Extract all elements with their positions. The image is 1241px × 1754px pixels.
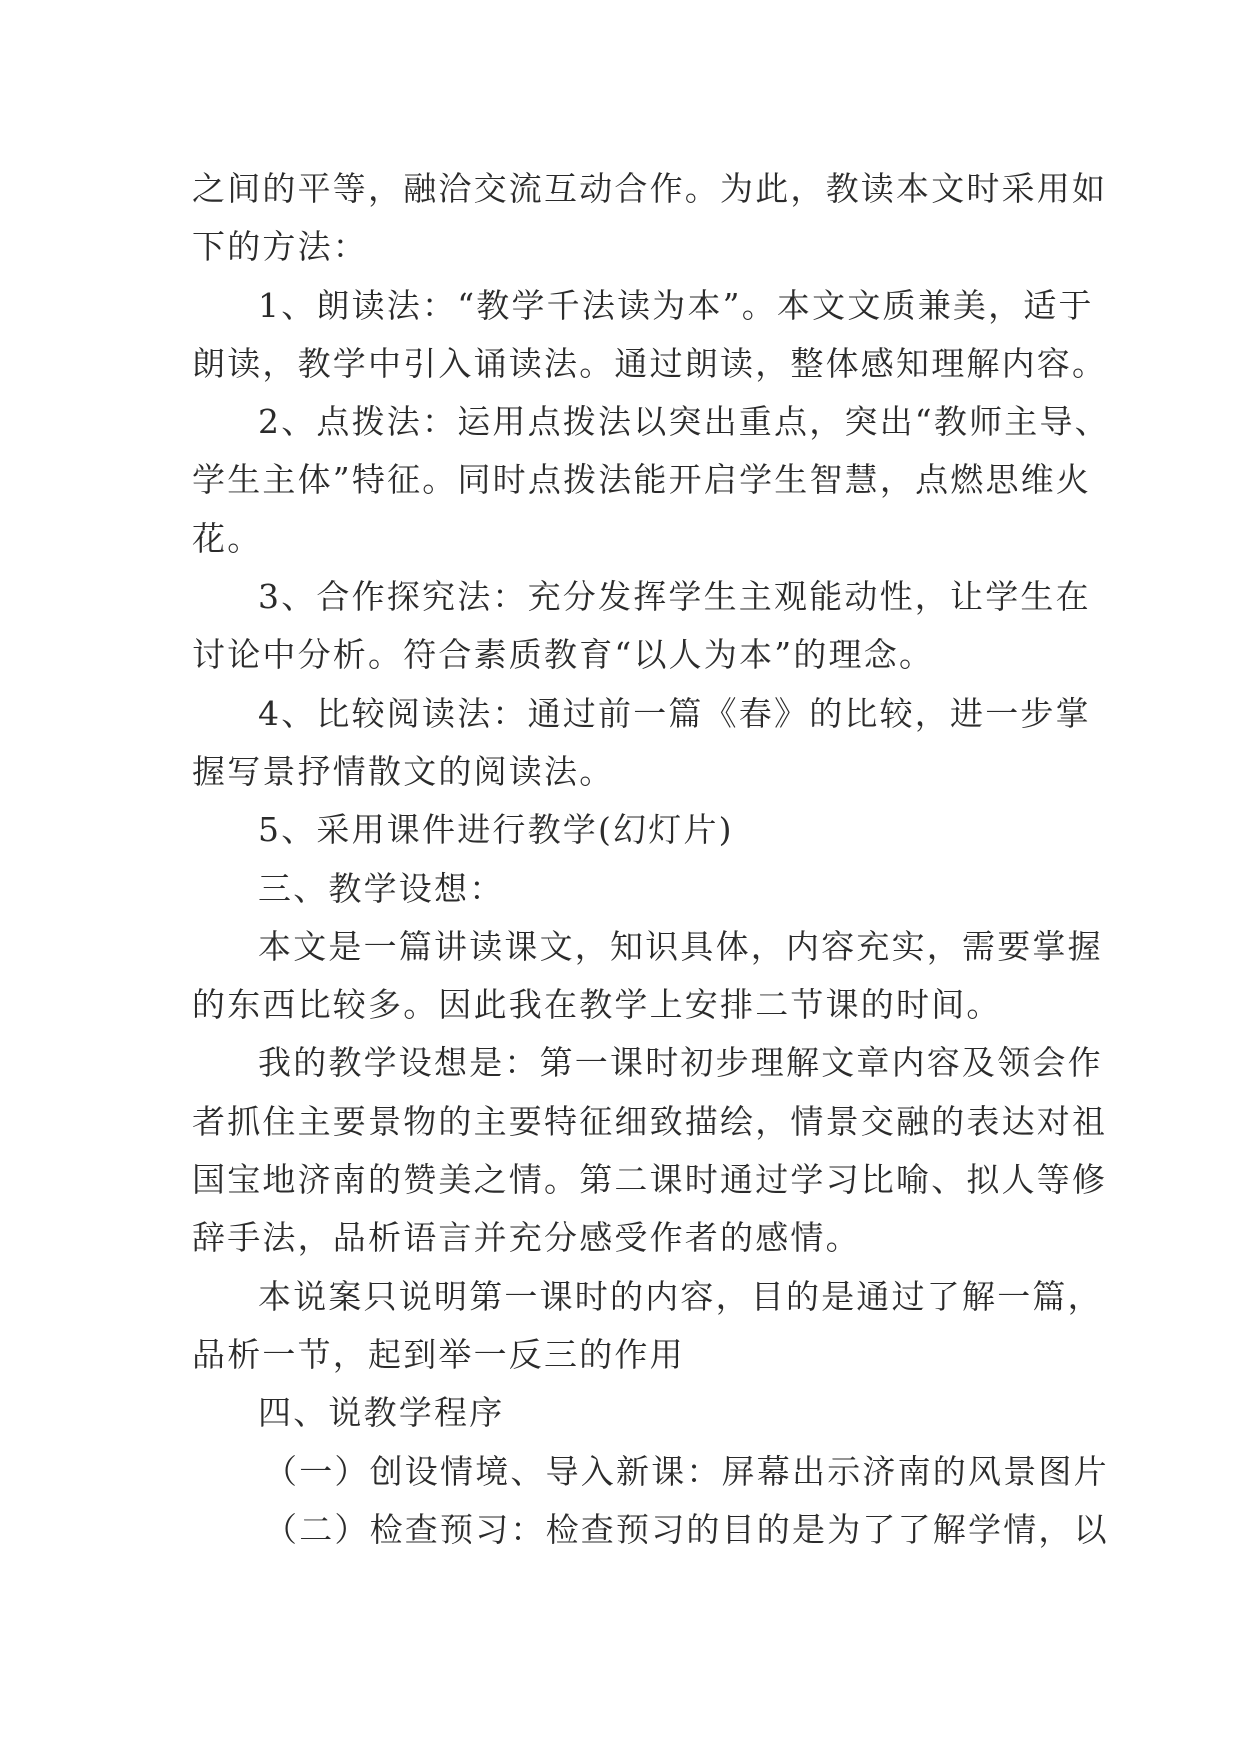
text-line: 辞手法，品析语言并充分感受作者的感情。 (192, 1218, 861, 1258)
method-item-2: 2、点拨法：运用点拨法以突出重点，突出“教师主导、 (258, 402, 1110, 442)
text-line: 朗读，教学中引入诵读法。通过朗读，整体感知理解内容。 (192, 343, 1108, 383)
paragraph-start: 我的教学设想是：第一课时初步理解文章内容及领会作 (258, 1043, 1103, 1083)
text-line: 握写景抒情散文的阅读法。 (192, 751, 615, 791)
procedure-item-1: （一）创设情境、导入新课：屏幕出示济南的风景图片 (264, 1451, 1109, 1491)
text-line: 品析一节，起到举一反三的作用 (192, 1334, 685, 1374)
paragraph-start: 本说案只说明第一课时的内容，目的是通过了解一篇， (258, 1276, 1103, 1316)
text-line: 国宝地济南的赞美之情。第二课时通过学习比喻、拟人等修 (192, 1160, 1108, 1200)
method-item-4: 4、比较阅读法：通过前一篇《春》的比较，进一步掌 (258, 693, 1091, 733)
text-line: 之间的平等，融洽交流互动合作。为此，教读本文时采用如 (192, 169, 1108, 208)
paragraph-start: 本文是一篇讲读课文，知识具体，内容充实，需要掌握 (258, 926, 1103, 966)
body-text (192, 160, 1110, 1559)
section-heading: 四、说教学程序 (258, 1393, 505, 1433)
text-line: 的东西比较多。因此我在教学上安排二节课的时间。 (192, 985, 1002, 1025)
text-line: 花。 (192, 518, 263, 558)
text-line: 讨论中分析。符合素质教育“以人为本”的理念。 (192, 635, 935, 675)
method-item-3: 3、合作探究法：充分发挥学生主观能动性，让学生在 (258, 577, 1091, 617)
procedure-item-2: （二）检查预习：检查预习的目的是为了了解学情，以 (264, 1509, 1109, 1549)
text-line: 学生主体”特征。同时点拨法能开启学生智慧，点燃思维火 (192, 460, 1092, 500)
text-line: 下的方法： (192, 227, 368, 267)
text-line: 者抓住主要景物的主要特征细致描绘，情景交融的表达对祖 (192, 1101, 1108, 1141)
method-item-5: 5、采用课件进行教学(幻灯片) (258, 810, 734, 850)
method-item-1: 1、朗读法：“教学千法读为本”。本文文质兼美，适于 (258, 285, 1094, 325)
section-heading: 三、教学设想： (258, 868, 505, 908)
